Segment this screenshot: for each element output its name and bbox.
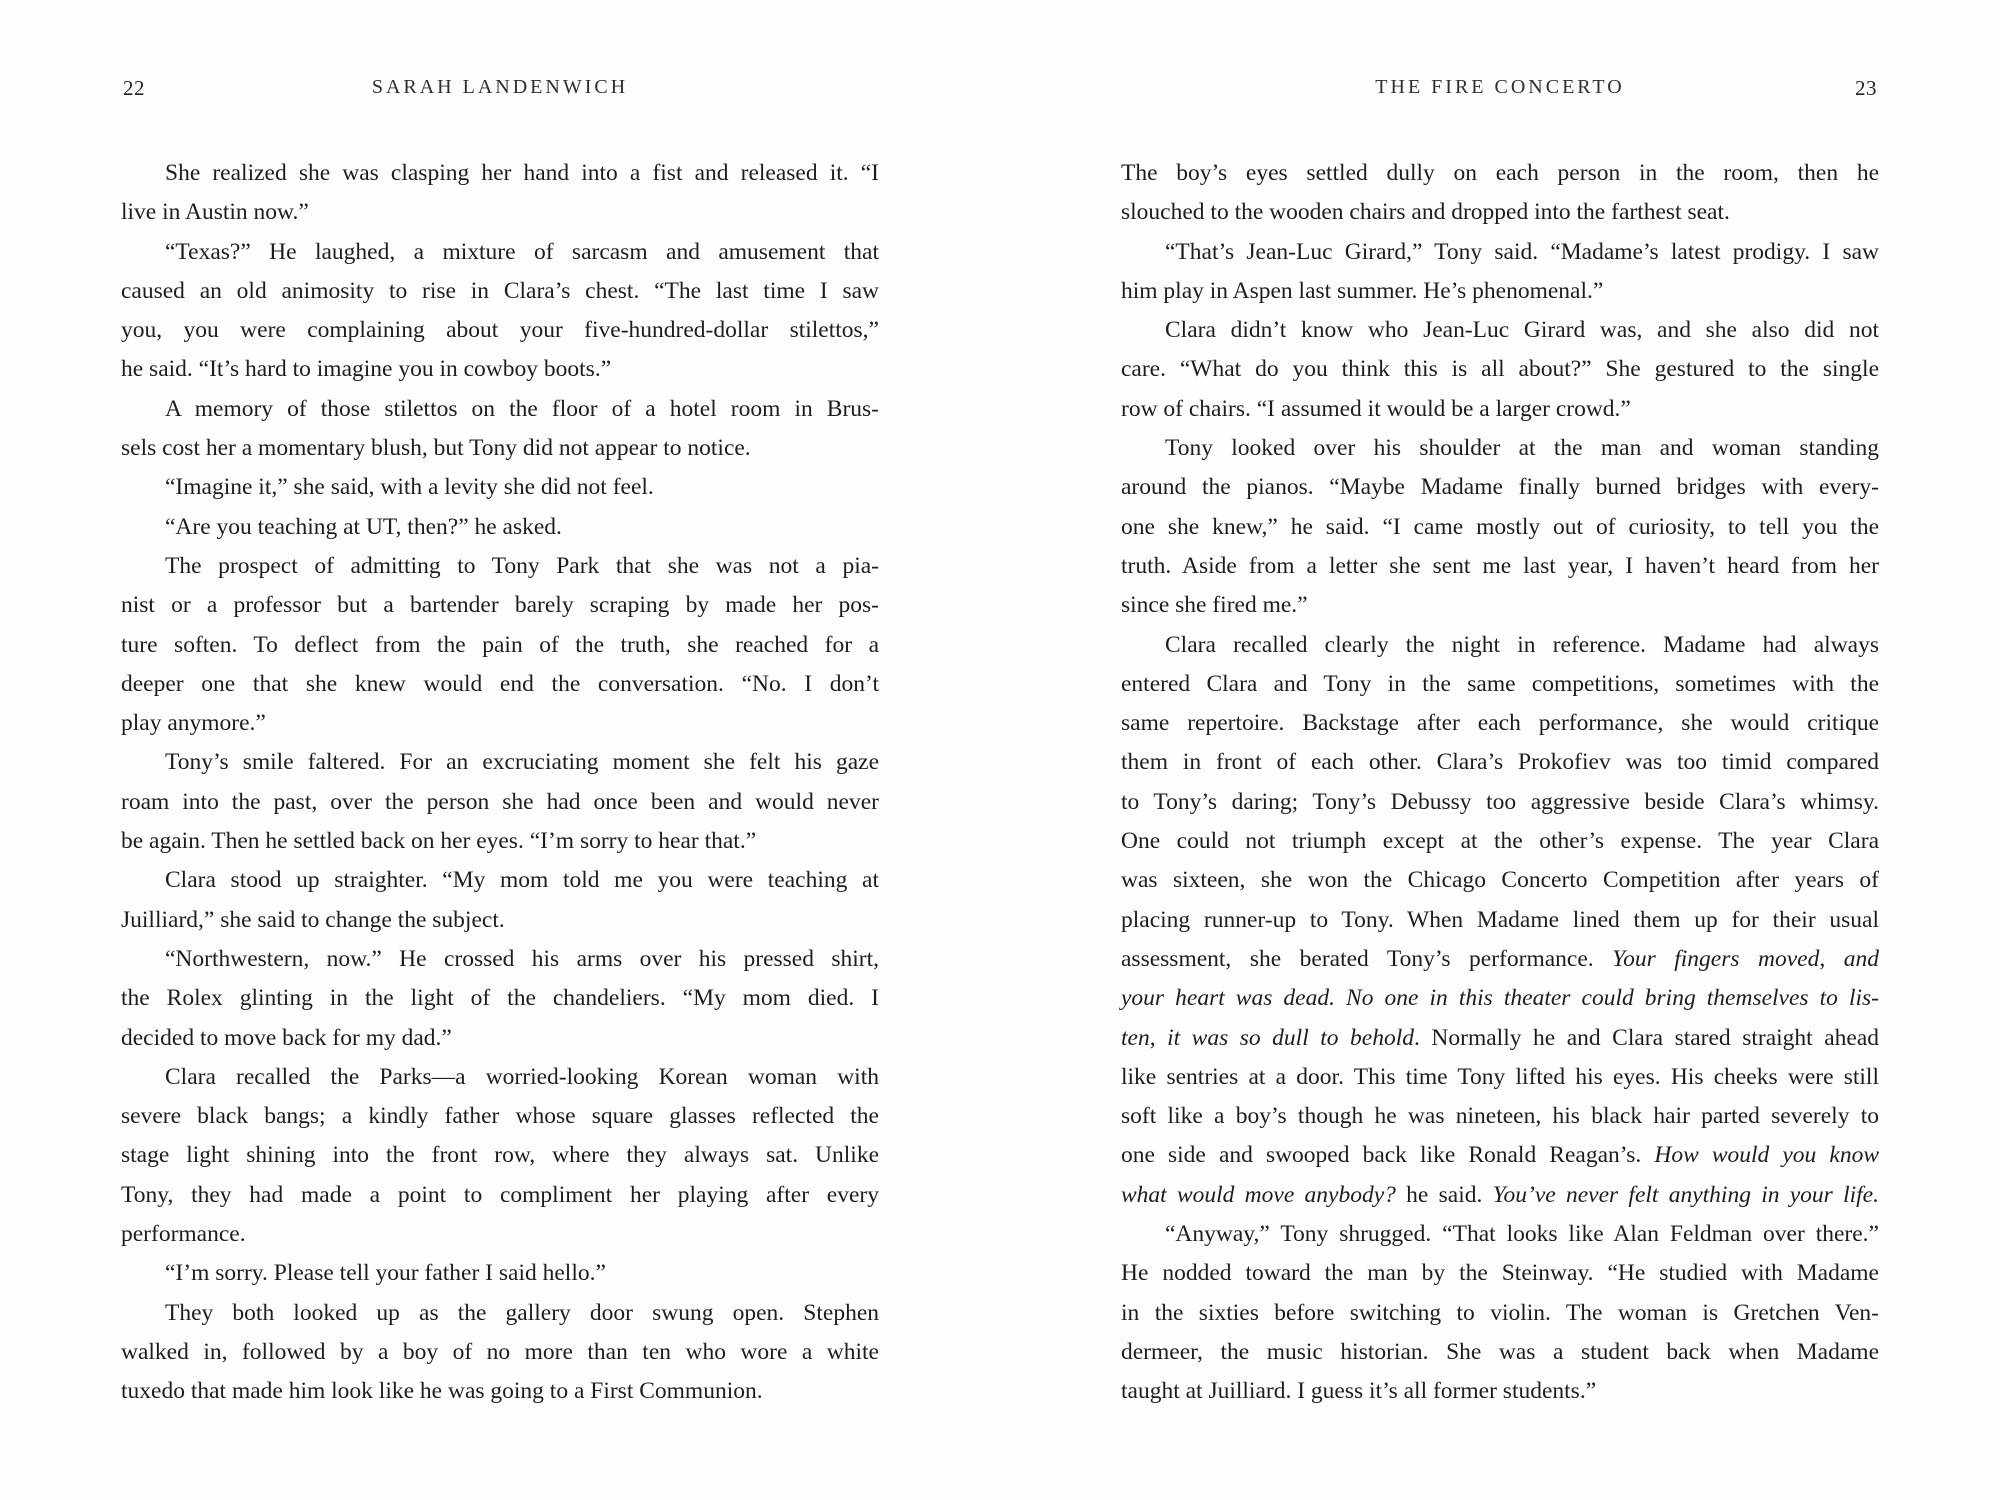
page-number-left: 22 <box>123 76 145 100</box>
text-line <box>1121 822 1879 861</box>
text-segment: “Anyway,” Tony shrugged. “That looks like Alan Feldman over there.” <box>1165 1221 1879 1248</box>
text-line <box>1121 1333 1879 1372</box>
text-segment: row of chairs. “I assumed it would be a larger crowd.” <box>1121 395 1631 422</box>
text-segment: The prospect of admitting to Tony Park that she was not a pia- <box>165 552 879 579</box>
text-line <box>121 901 879 940</box>
text-segment: deeper one that she knew would end the conversation. “No. I don’t <box>121 670 879 697</box>
text-segment: assessment, she berated Tony’s performance. <box>1121 945 1613 972</box>
italic-text-segment: your heart was dead. No one in this theater could bring themselves to lis- <box>1121 985 1879 1012</box>
text-segment: them in front of each other. Clara’s Prokofiev was too timid compared <box>1121 749 1879 776</box>
text-segment: She realized she was clasping her hand into a fist and released it. “I <box>165 160 879 186</box>
text-segment: Tony’s smile faltered. For an excruciating moment she felt his gaze <box>165 749 879 776</box>
text-line <box>121 311 879 350</box>
text-segment: around the pianos. “Maybe Madame finally burned bridges with every- <box>1121 474 1879 501</box>
text-line <box>121 665 879 704</box>
text-line <box>1121 1176 1879 1215</box>
text-line <box>1121 311 1879 350</box>
text-segment: Clara recalled the Parks—a worried-looking Korean woman with <box>165 1063 879 1090</box>
text-line <box>121 1215 879 1254</box>
text-segment: Clara didn’t know who Jean-Luc Girard was, and she also did not <box>1165 317 1879 344</box>
text-line <box>1121 1058 1879 1097</box>
text-segment: Tony, they had made a point to compliment her playing after every <box>121 1181 879 1208</box>
text-segment: he said. <box>1395 1181 1493 1208</box>
text-segment: They both looked up as the gallery door swung open. Stephen <box>165 1299 879 1326</box>
text-segment: be again. Then he settled back on her eyes. “I’m sorry to hear that.” <box>121 828 757 855</box>
text-segment: entered Clara and Tony in the same competitions, sometimes with the <box>1121 670 1879 697</box>
text-segment: “Northwestern, now.” He crossed his arms over his pressed shirt, <box>165 945 879 972</box>
text-line <box>121 1333 879 1372</box>
italic-text-segment: what would move anybody? <box>1121 1181 1396 1208</box>
text-segment: Tony looked over his shoulder at the man and woman standing <box>1165 435 1879 462</box>
left-page-text <box>121 154 879 1412</box>
text-segment: truth. Aside from a letter she sent me last year, I haven’t heard from her <box>1121 552 1879 579</box>
text-line <box>1121 704 1879 743</box>
text-line <box>121 822 879 861</box>
text-line <box>121 350 879 389</box>
text-line <box>1121 468 1879 507</box>
text-segment: in the sixties before switching to violin. The woman is Gretchen Ven- <box>1121 1299 1879 1326</box>
text-segment: one side and swooped back like Ronald Reagan’s. <box>1121 1142 1655 1169</box>
text-line <box>1121 783 1879 822</box>
running-header-title: THE FIRE CONCERTO <box>1375 76 1625 98</box>
text-line <box>121 626 879 665</box>
text-segment: One could not triumph except at the other’s expense. The year Clara <box>1121 828 1879 855</box>
text-line <box>121 743 879 782</box>
text-line <box>121 390 879 429</box>
text-line <box>1121 861 1879 900</box>
text-line <box>121 547 879 586</box>
text-line <box>121 1136 879 1175</box>
text-line <box>121 979 879 1018</box>
text-line <box>1121 1254 1879 1293</box>
italic-text-segment: How would you know <box>1654 1142 1879 1169</box>
text-line <box>121 272 879 311</box>
text-segment: placing runner-up to Tony. When Madame lined them up for their usual <box>1121 906 1879 933</box>
text-line <box>1121 743 1879 782</box>
italic-text-segment: Your fingers moved, and <box>1612 945 1880 972</box>
text-line <box>121 508 879 547</box>
text-line <box>1121 901 1879 940</box>
text-line <box>121 193 879 232</box>
text-segment: “Are you teaching at UT, then?” he asked. <box>165 513 562 540</box>
text-line <box>1121 1097 1879 1136</box>
text-segment: since she fired me.” <box>1121 592 1308 619</box>
text-line <box>121 1254 879 1293</box>
left-page <box>121 0 879 1500</box>
text-line <box>1121 429 1879 468</box>
text-line <box>121 586 879 625</box>
italic-text-segment: ten, it was so dull to behold <box>1121 1024 1415 1051</box>
text-segment: The boy’s eyes settled dully on each person in the room, then he <box>1121 160 1879 186</box>
text-segment: dermeer, the music historian. She was a student back when Madame <box>1121 1338 1879 1365</box>
text-segment: He nodded toward the man by the Steinway. “He studied with Madame <box>1121 1260 1879 1287</box>
text-line <box>121 783 879 822</box>
page-number-right: 23 <box>1855 76 1877 100</box>
text-line <box>1121 154 1879 193</box>
text-segment: Juilliard,” she said to change the subject. <box>121 906 505 933</box>
text-segment: nist or a professor but a bartender barely scraping by made her pos- <box>121 592 879 619</box>
text-line <box>121 429 879 468</box>
text-segment: to Tony’s daring; Tony’s Debussy too aggressive beside Clara’s whimsy. <box>1121 788 1879 815</box>
text-line <box>1121 586 1879 625</box>
text-line <box>1121 1136 1879 1175</box>
text-segment: taught at Juilliard. I guess it’s all former students.” <box>1121 1378 1597 1405</box>
text-segment: “I’m sorry. Please tell your father I said hello.” <box>165 1260 606 1287</box>
text-segment: walked in, followed by a boy of no more than ten who wore a white <box>121 1338 879 1365</box>
text-line <box>121 468 879 507</box>
text-line <box>1121 1215 1879 1254</box>
text-segment: decided to move back for my dad.” <box>121 1024 452 1051</box>
text-line <box>121 1294 879 1333</box>
text-line <box>121 1372 879 1411</box>
text-segment: “Texas?” He laughed, a mixture of sarcasm and amusement that <box>165 238 879 265</box>
text-line <box>121 1019 879 1058</box>
text-segment: sels cost her a momentary blush, but Tony did not appear to notice. <box>121 435 751 462</box>
text-segment: slouched to the wooden chairs and dropped into the farthest seat. <box>1121 199 1730 226</box>
right-page-text <box>1121 154 1879 1412</box>
text-segment: “That’s Jean-Luc Girard,” Tony said. “Madame’s latest prodigy. I saw <box>1165 238 1879 265</box>
text-segment: A memory of those stilettos on the floor of a hotel room in Brus- <box>165 395 879 422</box>
text-segment: like sentries at a door. This time Tony lifted his eyes. His cheeks were still <box>1121 1063 1879 1090</box>
text-line <box>1121 940 1879 979</box>
text-line <box>121 1176 879 1215</box>
right-running-head <box>1121 76 1879 108</box>
text-segment: the Rolex glinting in the light of the chandeliers. “My mom died. I <box>121 985 879 1012</box>
text-segment: you, you were complaining about your five-hundred-dollar stilettos,” <box>121 317 879 344</box>
text-segment: performance. <box>121 1221 246 1248</box>
text-segment: Clara recalled clearly the night in reference. Madame had always <box>1165 631 1879 658</box>
text-segment: Clara stood up straighter. “My mom told me you were teaching at <box>165 867 879 894</box>
text-line <box>1121 665 1879 704</box>
text-segment: stage light shining into the front row, where they always sat. Unlike <box>121 1142 879 1169</box>
text-line <box>121 704 879 743</box>
text-line <box>121 940 879 979</box>
text-line <box>121 861 879 900</box>
text-line <box>1121 350 1879 389</box>
text-segment: he said. “It’s hard to imagine you in cowboy boots.” <box>121 356 612 383</box>
text-segment: . Normally he and Clara stared straight ahead <box>1414 1024 1879 1051</box>
text-segment: was sixteen, she won the Chicago Concerto Competition after years of <box>1121 867 1879 894</box>
text-segment: ture soften. To deflect from the pain of the truth, she reached for a <box>121 631 879 658</box>
text-segment: “Imagine it,” she said, with a levity she did not feel. <box>165 474 654 501</box>
text-line <box>1121 272 1879 311</box>
text-segment: live in Austin now.” <box>121 199 309 226</box>
text-segment: same repertoire. Backstage after each performance, she would critique <box>1121 710 1879 737</box>
italic-text-segment: You’ve never felt anything in your life. <box>1492 1181 1879 1208</box>
text-line <box>1121 390 1879 429</box>
text-line <box>121 233 879 272</box>
text-segment: soft like a boy’s though he was nineteen, his black hair parted severely to <box>1121 1103 1879 1130</box>
text-line <box>1121 547 1879 586</box>
text-segment: roam into the past, over the person she had once been and would never <box>121 788 879 815</box>
text-line <box>1121 979 1879 1018</box>
text-line <box>1121 193 1879 232</box>
text-segment: play anymore.” <box>121 710 266 737</box>
text-segment: one she knew,” he said. “I came mostly out of curiosity, to tell you the <box>1121 513 1879 540</box>
text-line <box>1121 233 1879 272</box>
text-segment: tuxedo that made him look like he was going to a First Communion. <box>121 1378 763 1405</box>
text-segment: caused an old animosity to rise in Clara’s chest. “The last time I saw <box>121 277 879 304</box>
text-line <box>1121 1019 1879 1058</box>
text-line <box>121 1058 879 1097</box>
right-page <box>1121 0 1879 1500</box>
text-segment: him play in Aspen last summer. He’s phenomenal.” <box>1121 277 1604 304</box>
running-header-author: SARAH LANDENWICH <box>371 76 629 98</box>
text-line <box>1121 1372 1879 1411</box>
text-line <box>1121 1294 1879 1333</box>
text-line <box>121 154 879 193</box>
text-segment: severe black bangs; a kindly father whose square glasses reflected the <box>121 1103 879 1130</box>
text-segment: care. “What do you think this is all about?” She gestured to the single <box>1121 356 1879 383</box>
text-line <box>1121 626 1879 665</box>
left-running-head <box>121 76 879 108</box>
text-line <box>121 1097 879 1136</box>
text-line <box>1121 508 1879 547</box>
